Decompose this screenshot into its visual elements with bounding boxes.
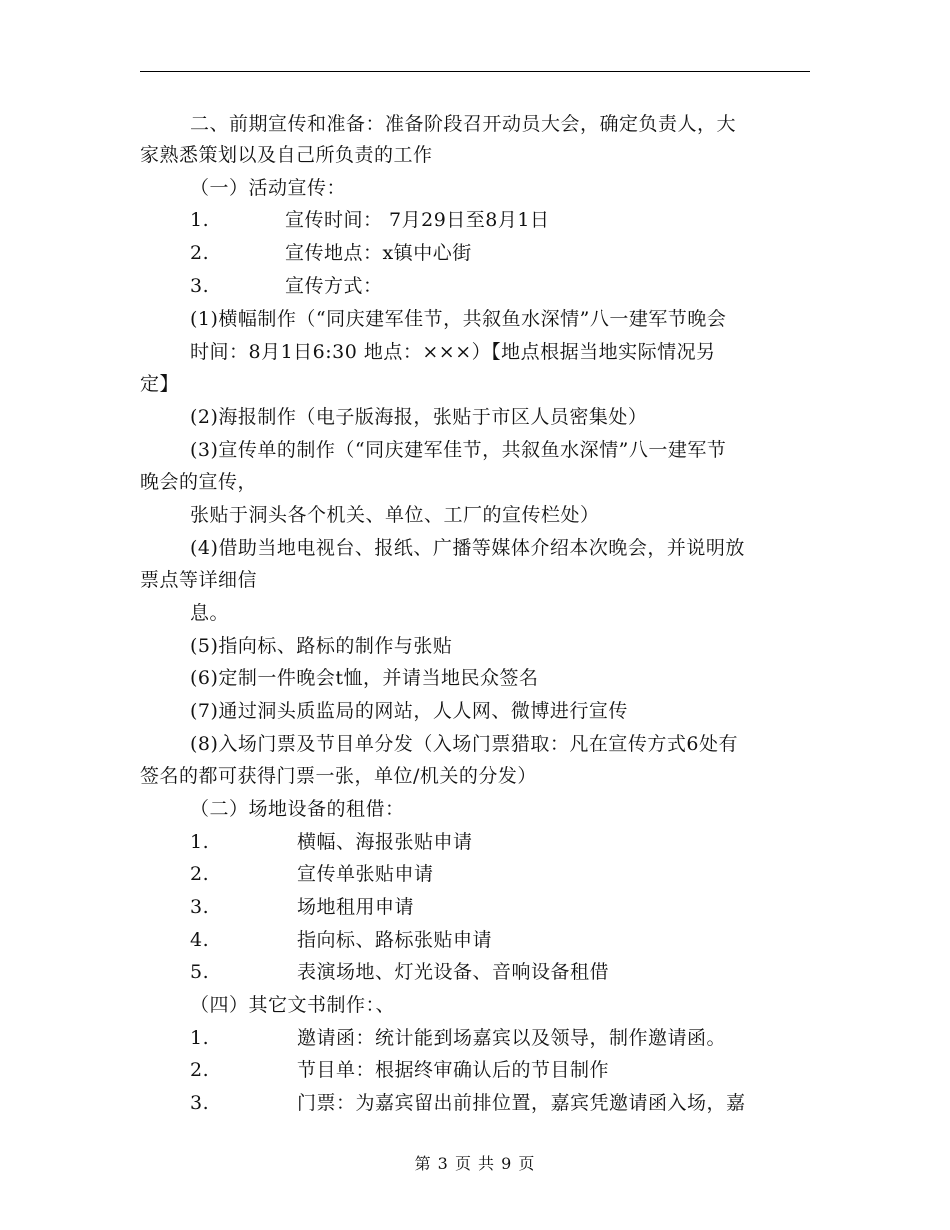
paragraph-line: 二、前期宣传和准备：准备阶段召开动员大会，确定负责人，大 xyxy=(190,113,737,135)
item-text: 表演场地、灯光设备、音响设备租借 xyxy=(297,961,610,983)
paragraph-line: (2)海报制作（电子版海报，张贴于市区人员密集处） xyxy=(190,406,648,428)
item-number: 2. xyxy=(190,242,210,264)
paragraph-line: 息。 xyxy=(190,602,230,624)
paragraph-line: (4)借助当地电视台、报纸、广播等媒体介绍本次晚会，并说明放 xyxy=(190,537,745,559)
item-number: 3. xyxy=(190,275,210,297)
item-text: 门票：为嘉宾留出前排位置，嘉宾凭邀请函入场，嘉 xyxy=(297,1092,746,1114)
item-number: 3. xyxy=(190,896,210,918)
paragraph-line: (1)横幅制作（“同庆建军佳节，共叙鱼水深情”八一建军节晚会 xyxy=(190,308,727,330)
item-number: 3. xyxy=(190,1092,210,1114)
item-text: 节目单：根据终审确认后的节目制作 xyxy=(297,1059,610,1081)
item-text: 宣传地点：x镇中心街 xyxy=(285,242,472,264)
paragraph-line: (8)入场门票及节目单分发（入场门票猎取：凡在宣传方式6处有 xyxy=(190,733,739,755)
item-number: 1. xyxy=(190,209,210,231)
paragraph-line: (7)通过洞头质监局的网站，人人网、微博进行宣传 xyxy=(190,700,628,722)
item-number: 2. xyxy=(190,863,210,885)
paragraph-line: 签名的都可获得门票一张，单位/机关的分发） xyxy=(140,765,537,787)
item-number: 4. xyxy=(190,929,210,951)
paragraph-line: (3)宣传单的制作（“同庆建军佳节，共叙鱼水深情”八一建军节 xyxy=(190,439,727,461)
item-number: 1. xyxy=(190,1027,210,1049)
item-text: 宣传时间： 7月29日至8月1日 xyxy=(285,209,550,231)
paragraph-line: 晚会的宣传， xyxy=(140,471,258,493)
item-text: 邀请函：统计能到场嘉宾以及领导，制作邀请函。 xyxy=(297,1027,727,1049)
paragraph-line: 张贴于洞头各个机关、单位、工厂的宣传栏处） xyxy=(190,504,600,526)
item-number: 2. xyxy=(190,1059,210,1081)
section-heading: （四）其它文书制作：、 xyxy=(190,994,396,1016)
paragraph-line: 家熟悉策划以及自己所负责的工作 xyxy=(140,144,433,166)
paragraph-line: 时间：8月1日6:30 地点：×××）【地点根据当地实际情况另 xyxy=(190,341,716,363)
item-number: 1. xyxy=(190,831,210,853)
paragraph-line: 票点等详细信 xyxy=(140,569,258,591)
paragraph-line: (5)指向标、路标的制作与张贴 xyxy=(190,635,453,657)
paragraph-line: 定】 xyxy=(140,373,180,395)
item-number: 5. xyxy=(190,961,210,983)
item-text: 宣传方式： xyxy=(285,275,383,297)
item-text: 场地租用申请 xyxy=(297,896,415,918)
section-heading: （一）活动宣传： xyxy=(190,177,347,199)
page-number: 第 3 页 共 9 页 xyxy=(414,1154,536,1173)
item-text: 指向标、路标张贴申请 xyxy=(297,929,493,951)
item-text: 横幅、海报张贴申请 xyxy=(297,831,473,853)
section-heading: （二）场地设备的租借： xyxy=(190,798,405,820)
paragraph-line: (6)定制一件晚会t恤，并请当地民众签名 xyxy=(190,667,539,689)
item-text: 宣传单张贴申请 xyxy=(297,863,434,885)
